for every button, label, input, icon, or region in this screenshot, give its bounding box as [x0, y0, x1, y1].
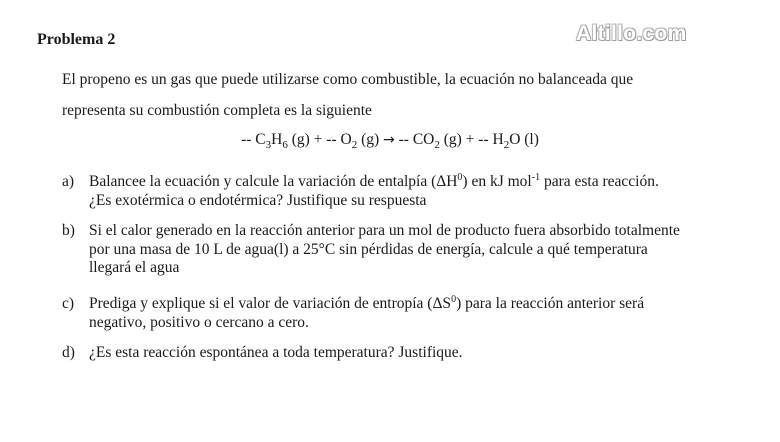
- question-c-line-1: Prediga y explique si el valor de variación de entropía $(\Delta S^0)$ para la reacción anterior será: [89, 293, 645, 312]
- question-b-marker: b): [62, 222, 75, 239]
- intro-line-2: representa su combustión completa es la siguiente: [62, 102, 372, 119]
- question-a-line-2: ¿Es exotérmica o endotérmica? Justifique su respuesta: [89, 191, 427, 209]
- question-a-text: [89, 173, 659, 210]
- question-b-line-3: llegará el agua: [89, 259, 180, 276]
- question-c-marker: c): [62, 295, 75, 312]
- question-d-marker: d): [62, 344, 75, 361]
- eq-oxygen: $_2$ (g): [351, 131, 384, 152]
- question-d-text: [89, 344, 463, 363]
- problem-title: Problema 2: [37, 31, 116, 48]
- eq-propene: -- $C_3H_6$ (g) + -- O: [241, 131, 352, 152]
- question-b-line-1: Si el calor generado en la reacción anterior para un mol de producto fuera absorbido totalmente: [89, 222, 680, 239]
- question-a-marker: a): [62, 173, 75, 190]
- question-b-line-2: por una masa de 10 L de agua(l) a 25°C sin pérdidas de energía, calcule a qué temperatura: [89, 240, 648, 258]
- eq-products: -- $CO_2$ (g) + -- $H_2O$ (l): [394, 131, 539, 152]
- question-c-text: [89, 295, 644, 332]
- reaction-arrow-icon: →: [383, 132, 395, 148]
- question-a-line-1: Balancee la ecuación y calcule la variación de entalpía $(\Delta H^0)$ en kJ mol$^{-1}$ para esta reacción.: [89, 171, 659, 190]
- watermark-logo: Altillo.com: [576, 22, 687, 45]
- question-c-line-2: negativo, positivo o cercano a cero.: [89, 313, 309, 331]
- intro-line-1: El propeno es un gas que puede utilizarse como combustible, la ecuación no balanceada que: [62, 71, 634, 88]
- question-b-text: [89, 222, 680, 278]
- question-d-line-1: ¿Es esta reacción espontánea a toda temperatura? Justifique.: [89, 344, 463, 361]
- chemical-equation: [0, 131, 780, 151]
